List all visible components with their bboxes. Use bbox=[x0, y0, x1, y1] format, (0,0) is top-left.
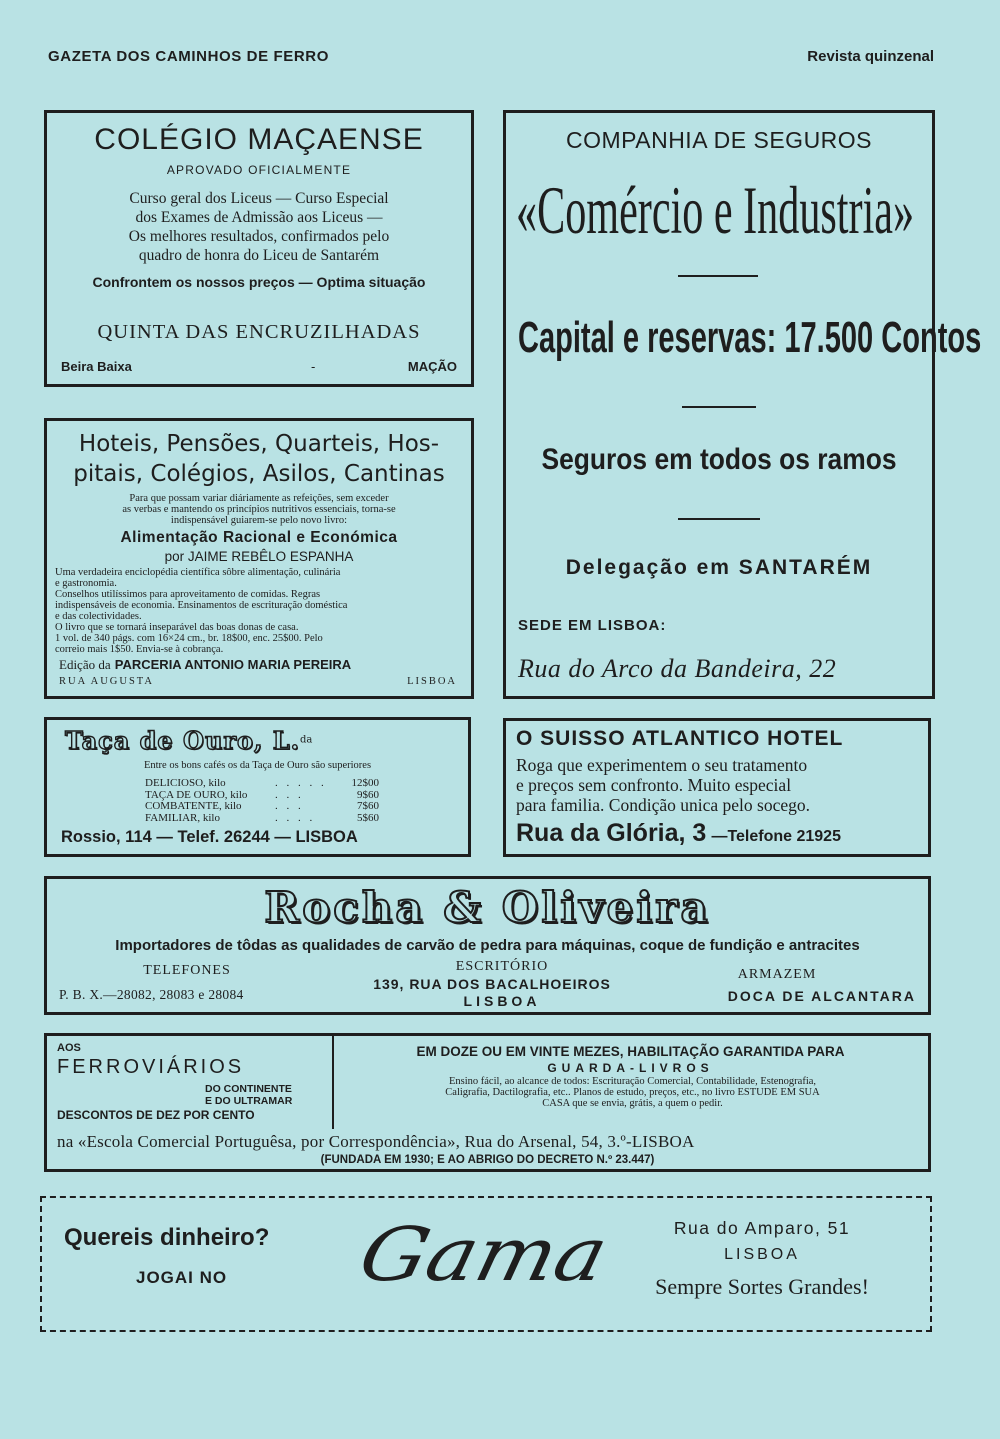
livro-body-line: e gastronomia. bbox=[55, 578, 117, 589]
seguros-divider bbox=[678, 275, 758, 277]
hotel-phone: —Telefone 21925 bbox=[711, 828, 841, 845]
livro-body-line: 1 vol. de 340 págs. com 16×24 cm., br. 18$00, enc. 25$00. Pelo bbox=[55, 633, 323, 644]
seguros-name: «Comércio e Industria» bbox=[516, 172, 915, 248]
colegio-separator: - bbox=[311, 359, 316, 374]
escola-ensino-line: CASA que se envia, grátis, a quem o pedir. bbox=[542, 1098, 723, 1109]
taca-item-dots: . . . bbox=[275, 800, 304, 812]
seguros-divider bbox=[682, 406, 756, 408]
livro-edicao-prefix: Edição da bbox=[59, 657, 111, 672]
escola-fundada: (FUNDADA EM 1930; E AO ABRIGO DO DECRETO N.º 23.447) bbox=[320, 1154, 655, 1166]
hotel-title: O SUISSO ATLANTICO HOTEL bbox=[516, 727, 844, 750]
livro-intro-line: Para que possam variar diáriamente as refeições, sem exceder bbox=[129, 493, 389, 504]
hotel-address: Rua da Glória, 3 bbox=[516, 819, 707, 847]
ad-colegio-macaense bbox=[44, 110, 474, 387]
livro-body-line: Uma verdadeira enciclopédia científica sôbre alimentação, culinária bbox=[55, 567, 341, 578]
gama-logo: Gama bbox=[351, 1212, 616, 1298]
rocha-description: Importadores de tôdas as qualidades de carvão de pedra para máquinas, coque de fundição e antracites bbox=[115, 937, 860, 954]
gama-question: Quereis dinheiro? bbox=[64, 1224, 270, 1251]
colegio-line: quadro de honra do Liceu de Santarém bbox=[138, 247, 380, 264]
taca-name-sup: da bbox=[300, 734, 313, 746]
running-header-right: Revista quinzenal bbox=[807, 48, 934, 65]
rocha-armazem-place: DOCA DE ALCANTARA bbox=[727, 988, 916, 1004]
taca-item-label: DELICIOSO, kilo bbox=[145, 777, 226, 789]
gama-street: Rua do Amparo, 51 bbox=[673, 1218, 851, 1238]
rocha-escritorio-address: 139, RUA DOS BACALHOEIROS bbox=[373, 976, 611, 992]
livro-street: RUA AUGUSTA bbox=[59, 676, 154, 687]
escola-ultramar: E DO ULTRAMAR bbox=[205, 1095, 293, 1107]
livro-body-line: O livro que se tornará inseparável das boas donas de casa. bbox=[55, 622, 299, 633]
taca-item-price: 5$60 bbox=[357, 811, 379, 824]
livro-headline bbox=[47, 429, 471, 489]
gama-jogai: JOGAI NO bbox=[136, 1268, 228, 1287]
ad-escola-comercial bbox=[44, 1033, 931, 1172]
colegio-description bbox=[47, 189, 471, 265]
taca-item-dots: . . . bbox=[275, 788, 304, 801]
colegio-title: COLÉGIO MAÇAENSE bbox=[94, 123, 424, 156]
escola-ferroviarios: FERROVIÁRIOS bbox=[57, 1056, 245, 1078]
livro-intro-line: indispensável guiarem-se pelo novo livro: bbox=[170, 515, 348, 526]
escola-divider bbox=[332, 1036, 334, 1129]
escola-address: na «Escola Comercial Portuguêsa, por Correspondência», Rua do Arsenal, 54, 3.º-LISBOA bbox=[57, 1132, 695, 1151]
seguros-address: Rua do Arco da Bandeira, 22 bbox=[518, 654, 837, 683]
taca-price-row bbox=[145, 813, 379, 825]
colegio-place: QUINTA DAS ENCRUZILHADAS bbox=[97, 321, 421, 343]
colegio-subtitle: APROVADO OFICIALMENTE bbox=[166, 163, 352, 177]
hotel-line: Roga que experimentem o seu tratamento bbox=[516, 755, 808, 775]
taca-name bbox=[65, 726, 312, 755]
rocha-escritorio-city: LISBOA bbox=[463, 993, 541, 1009]
taca-item-price: 7$60 bbox=[357, 800, 379, 812]
seguros-sede: SEDE EM LISBOA: bbox=[518, 617, 667, 634]
livro-city: LISBOA bbox=[407, 676, 457, 687]
gama-city: LISBOA bbox=[724, 1246, 800, 1263]
gama-slogan: Sempre Sortes Grandes! bbox=[655, 1274, 869, 1299]
escola-aos: AOS bbox=[57, 1042, 81, 1054]
seguros-capital: Capital e reservas: 17.500 Contos bbox=[518, 313, 982, 362]
livro-title: Alimentação Racional e Económica bbox=[120, 529, 398, 546]
hotel-line: e preços sem confronto. Muito especial bbox=[516, 775, 792, 795]
taca-item-dots: . . . . bbox=[275, 811, 316, 824]
ad-taca-de-ouro bbox=[44, 717, 471, 857]
taca-price-list bbox=[145, 778, 379, 824]
livro-headline-line: pitais, Colégios, Asilos, Cantinas bbox=[73, 461, 445, 487]
seguros-divider bbox=[678, 518, 760, 520]
escola-continente: DO CONTINENTE bbox=[205, 1083, 292, 1095]
livro-intro bbox=[53, 493, 465, 526]
livro-edicao-name: PARCERIA ANTONIO MARIA PEREIRA bbox=[114, 657, 352, 672]
ad-rocha-oliveira bbox=[44, 876, 931, 1015]
livro-body-line: indispensáveis de economia. Ensinamentos de escrituração doméstica bbox=[55, 600, 348, 611]
livro-body-line: correio mais 1$50. Envia-se à cobrança. bbox=[55, 644, 224, 655]
colegio-slogan: Confrontem os nossos preços — Optima situação bbox=[92, 274, 426, 290]
escola-ensino bbox=[343, 1076, 922, 1109]
taca-item-label: COMBATENTE, kilo bbox=[145, 800, 242, 812]
colegio-line: dos Exames de Admissão aos Liceus — bbox=[135, 209, 383, 226]
livro-author: por JAIME REBÊLO ESPANHA bbox=[164, 549, 354, 564]
taca-item-dots: . . . . . bbox=[275, 777, 327, 789]
taca-item-price: 12$00 bbox=[351, 777, 379, 789]
ad-alimentacao-livro bbox=[44, 418, 474, 699]
colegio-line: Curso geral dos Liceus — Curso Especial bbox=[129, 190, 389, 207]
rocha-armazem-label: ARMAZEM bbox=[737, 967, 817, 982]
escola-headline: EM DOZE OU EM VINTE MEZES, HABILITAÇÃO GARANTIDA PARA bbox=[416, 1044, 845, 1059]
seguros-ramos: Seguros em todos os ramos bbox=[541, 443, 897, 476]
taca-footer: Rossio, 114 — Telef. 26244 — LISBOA bbox=[61, 828, 358, 846]
escola-ensino-line: Caligrafia, Dactilografia, etc.. Planos de estudo, preços, etc., no livro ESTUDE EM SUA bbox=[445, 1087, 820, 1098]
livro-intro-line: as verbas e mantendo os princípios nutritivos essenciais, torna-se bbox=[122, 504, 396, 515]
livro-body bbox=[55, 567, 463, 655]
seguros-company: COMPANHIA DE SEGUROS bbox=[565, 127, 873, 153]
taca-tagline: Entre os bons cafés os da Taça de Ouro são superiores bbox=[143, 760, 372, 771]
hotel-line: para familia. Condição unica pelo socego. bbox=[516, 795, 810, 815]
escola-ensino-line: Ensino fácil, ao alcance de todos: Escrituração Comercial, Contabilidade, Estenografia, bbox=[448, 1076, 817, 1087]
hotel-description bbox=[516, 755, 810, 815]
taca-item-label: TAÇA DE OURO, kilo bbox=[145, 788, 248, 801]
colegio-line: Os melhores resultados, confirmados pelo bbox=[128, 228, 390, 245]
colegio-region: Beira Baixa bbox=[61, 359, 132, 374]
rocha-telefones-numbers: P. B. X.—28082, 28083 e 28084 bbox=[59, 987, 244, 1002]
seguros-delegacao: Delegação em SANTARÉM bbox=[565, 556, 873, 579]
rocha-name: Rocha & Oliveira bbox=[264, 883, 711, 932]
taca-price-row bbox=[145, 778, 379, 790]
escola-descontos: DESCONTOS DE DEZ POR CENTO bbox=[57, 1108, 255, 1122]
ad-suisso-atlantico-hotel bbox=[503, 718, 931, 857]
taca-item-price: 9$60 bbox=[357, 788, 379, 801]
livro-edicao bbox=[59, 657, 351, 673]
livro-body-line: Conselhos utilíssimos para aproveitamento de comidas. Regras bbox=[55, 589, 321, 600]
ad-gama bbox=[40, 1196, 932, 1332]
taca-name-text: Taça de Ouro, L. bbox=[65, 726, 300, 755]
livro-body-line: e das colectividades. bbox=[55, 611, 142, 622]
livro-headline-line: Hoteis, Pensões, Quarteis, Hos- bbox=[78, 431, 440, 457]
colegio-town: MAÇÃO bbox=[407, 359, 457, 374]
hotel-contact bbox=[516, 819, 841, 848]
rocha-telefones-label: TELEFONES bbox=[143, 963, 231, 978]
ad-companhia-seguros bbox=[503, 110, 982, 699]
rocha-escritorio-label: ESCRITÓRIO bbox=[455, 959, 549, 974]
taca-item-label: FAMILIAR, kilo bbox=[145, 811, 220, 824]
escola-guarda-livros: GUARDA-LIVROS bbox=[547, 1061, 714, 1075]
running-header-left: GAZETA DOS CAMINHOS DE FERRO bbox=[48, 48, 329, 65]
taca-price-row bbox=[145, 801, 379, 813]
